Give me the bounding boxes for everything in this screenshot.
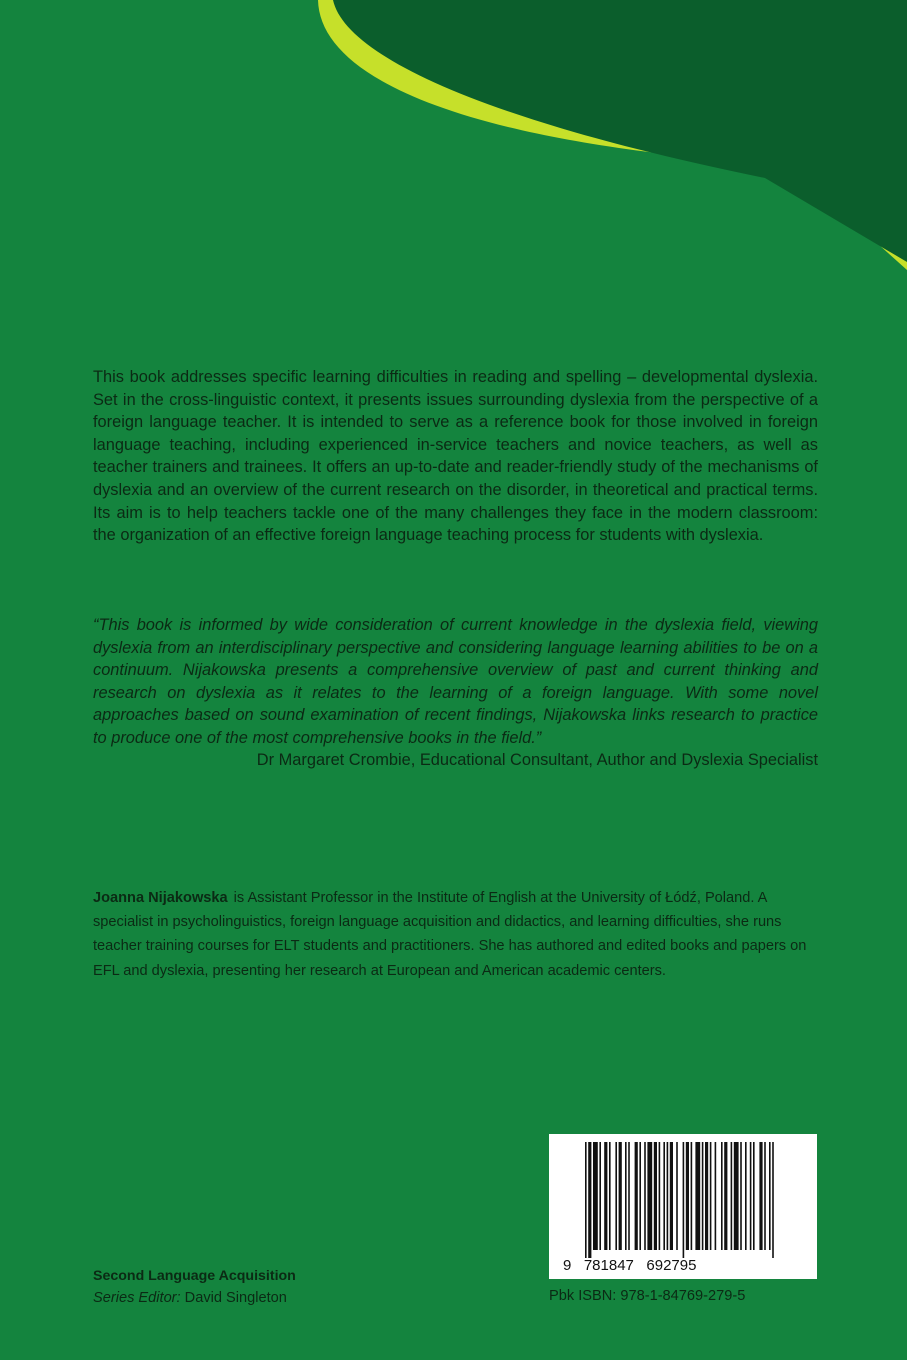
barcode-bar: [740, 1142, 742, 1250]
barcode-bars: [549, 1134, 817, 1279]
barcode-bar: [619, 1142, 622, 1250]
barcode-bar: [667, 1142, 669, 1250]
author-name: Joanna Nijakowska: [93, 890, 228, 906]
barcode-bar: [734, 1142, 739, 1250]
barcode-bar: [604, 1142, 607, 1250]
book-description: This book addresses specific learning difficulties in reading and spelling – developmental dyslexia. Set in the cross-linguistic context, it presents issues surrounding dyslexia from the perspective of a foreign language teacher. It is intended to serve as a reference book for those involved in foreign language teaching, including experienced in-service teachers and novice teachers, as well as teacher trainers and trainees. It offers an up-to-date and reader-friendly study of the mechanisms of dyslexia and an overview of the current research on the disorder, in theoretical and practical terms. Its aim is to help teachers tackle one of the many challenges they face in the modern classroom: the organization of an effective foreign language teaching process for students with dyslexia.: [93, 368, 818, 545]
barcode-bar: [585, 1142, 587, 1258]
barcode-bar: [683, 1142, 685, 1258]
barcode: [549, 1134, 817, 1279]
author-bio: [93, 886, 823, 983]
barcode-bar: [710, 1142, 712, 1250]
barcode-bar: [695, 1142, 700, 1250]
barcode-bar: [731, 1142, 733, 1250]
barcode-bar: [772, 1142, 774, 1258]
barcode-bar: [588, 1142, 591, 1258]
barcode-bar: [764, 1142, 766, 1250]
barcode-bar: [647, 1142, 652, 1250]
author-bio-text: is Assistant Professor in the Institute of English at the University of Łódź, Poland. A specialist in psycholinguistics, foreign language acquisition and didactics, and learning difficulties, she runs teacher training courses for ELT students and practitioners. She has authored and edited books and papers on EFL and dyslexia, presenting her research at European and American academic centers.: [93, 890, 807, 979]
barcode-bar: [659, 1142, 661, 1250]
series-editor-label: Series Editor:: [93, 1290, 181, 1306]
series-editor: [93, 1288, 287, 1308]
dark-green-swoosh: [333, 0, 907, 262]
barcode-bar: [644, 1142, 646, 1250]
barcode-bar: [676, 1142, 678, 1250]
barcode-bar: [635, 1142, 638, 1250]
barcode-bar: [705, 1142, 708, 1250]
barcode-bar: [753, 1142, 755, 1250]
barcode-bar: [663, 1142, 665, 1250]
series-title: Second Language Acquisition: [93, 1268, 296, 1284]
barcode-bar: [670, 1142, 673, 1250]
barcode-bar: [625, 1142, 627, 1250]
barcode-bar: [654, 1142, 657, 1250]
endorsement-quote: “This book is informed by wide consideration of current knowledge in the dyslexia field, viewing dyslexia from an interdisciplinary perspective and considering language learning abilities to be on a continuum. Nijakowska presents a comprehensive overview of past and current thinking and research on dyslexia as it relates to the learning of a foreign language. With some novel approaches based on sound examination of recent findings, Nijakowska links research to practice to produce one of the most comprehensive books in the field.”: [93, 616, 818, 747]
barcode-bar: [769, 1142, 771, 1250]
barcode-bar: [599, 1142, 601, 1250]
barcode-bar: [609, 1142, 611, 1250]
barcode-bar: [691, 1142, 693, 1250]
barcode-bar: [615, 1142, 617, 1250]
barcode-bar: [745, 1142, 747, 1250]
barcode-bar: [628, 1142, 630, 1250]
series-editor-name: David Singleton: [184, 1290, 287, 1306]
cover-swoosh-graphic: [0, 0, 907, 300]
barcode-bar: [639, 1142, 641, 1250]
barcode-bar: [721, 1142, 723, 1250]
endorsement-attribution: Dr Margaret Crombie, Educational Consultant, Author and Dyslexia Specialist: [256, 751, 818, 769]
barcode-bar: [750, 1142, 752, 1250]
barcode-bar: [715, 1142, 717, 1250]
barcode-bar: [759, 1142, 762, 1250]
barcode-digits: 9 781847 692795: [563, 1257, 697, 1274]
barcode-bar: [686, 1142, 689, 1250]
barcode-bar: [702, 1142, 704, 1250]
isbn: Pbk ISBN: 978-1-84769-279-5: [549, 1288, 746, 1304]
barcode-bar: [724, 1142, 727, 1250]
barcode-bar: [593, 1142, 598, 1250]
